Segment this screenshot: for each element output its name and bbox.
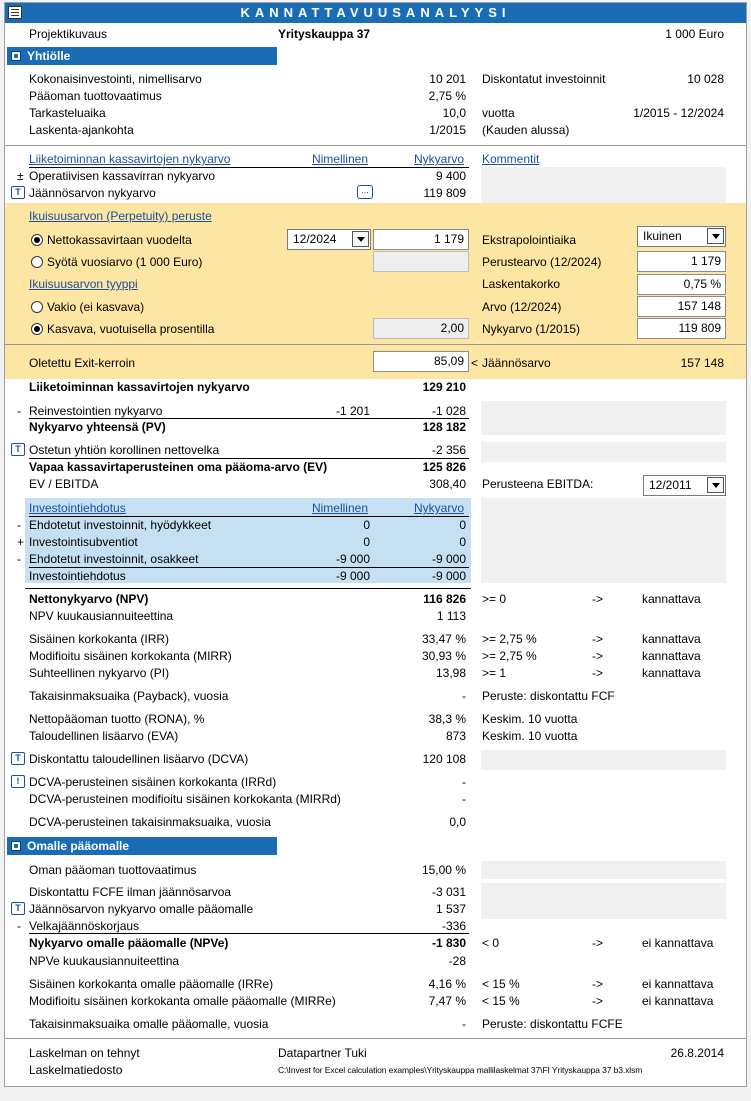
cf-header-link[interactable]: Liiketoiminnan kassavirtojen nykyarvo bbox=[29, 152, 231, 166]
net-cf-value[interactable]: 1 179 bbox=[373, 229, 469, 250]
calc-time-note: (Kauden alussa) bbox=[482, 123, 570, 137]
base-value[interactable]: 1 179 bbox=[637, 251, 726, 272]
warning-icon[interactable]: ! bbox=[11, 775, 25, 788]
npv-label: Nettonykyarvo (NPV) bbox=[29, 592, 149, 606]
payback-label: Takaisinmaksuaika (Payback), vuosia bbox=[29, 689, 229, 703]
project-label: Projektikuvaus bbox=[29, 27, 108, 41]
eva-note: Keskim. 10 vuotta bbox=[482, 729, 578, 743]
ebitda-basis-label: Perusteena EBITDA: bbox=[482, 477, 594, 491]
comment-box[interactable] bbox=[481, 883, 726, 919]
inv-row-nominal: 0 bbox=[363, 518, 370, 532]
divider bbox=[5, 344, 746, 345]
irrd-label: DCVA-perusteinen sisäinen korkokanta (IRRd) bbox=[29, 775, 277, 789]
sheet-title: KANNATTAVUUSANALYYSI bbox=[5, 3, 746, 23]
radio-net-cf[interactable] bbox=[31, 234, 43, 246]
opt-const-label: Vakio (ei kasvava) bbox=[47, 300, 145, 314]
residual-value-2: 157 148 bbox=[680, 356, 724, 370]
dcva-pb-label: DCVA-perusteinen takaisinmaksuaika, vuosia bbox=[29, 815, 271, 829]
opt-growing-label: Kasvava, vuotuisella prosentilla bbox=[47, 322, 215, 336]
mirr-label: Modifioitu sisäinen korkokanta (MIRR) bbox=[29, 649, 232, 663]
npve-label: Nykyarvo omalle pääomalle (NPVe) bbox=[29, 936, 229, 950]
disc-inv-label: Diskontatut investoinnit bbox=[482, 72, 606, 86]
dcva-label: Diskontattu taloudellinen lisäarvo (DCVA) bbox=[29, 752, 249, 766]
project-name: Yrityskauppa 37 bbox=[278, 27, 371, 41]
inv-col-present[interactable]: Nykyarvo bbox=[413, 501, 464, 515]
dcva-value: 120 108 bbox=[422, 752, 466, 766]
irre-value: 4,16 % bbox=[428, 977, 466, 991]
value-label: Arvo (12/2024) bbox=[482, 300, 562, 314]
file-path: C:\Invest for Excel calculation examples\Yrityskauppa mallilaskelmat 37\FI Yrityskauppa 37 b3.xlsm bbox=[278, 1065, 643, 1075]
inv-row-label: Ehdotetut investoinnit, hyödykkeet bbox=[29, 518, 212, 532]
inv-total-label: Investointiehdotus bbox=[29, 569, 126, 583]
pi-label: Suhteellinen nykyarvo (PI) bbox=[29, 666, 170, 680]
pv-label: Nykyarvo (1/2015) bbox=[482, 322, 581, 336]
ev-value: 125 826 bbox=[422, 460, 466, 474]
investment-label: Kokonaisinvestointi, nimellisarvo bbox=[29, 72, 202, 86]
res-label: Jäännösarvon nykyarvo omalle pääomalle bbox=[29, 902, 254, 916]
comment-box[interactable] bbox=[481, 750, 726, 770]
comment-box[interactable] bbox=[481, 442, 726, 462]
period-unit: vuotta bbox=[482, 106, 515, 120]
collapse-icon[interactable] bbox=[11, 51, 21, 61]
col-present[interactable]: Nykyarvo bbox=[413, 152, 464, 166]
comments-link[interactable]: Kommentit bbox=[482, 152, 540, 166]
arrow: -> bbox=[592, 649, 604, 663]
chevron-down-icon[interactable] bbox=[707, 228, 724, 244]
debt-res-value: -336 bbox=[441, 919, 466, 933]
npv-month-value: 1 113 bbox=[436, 609, 466, 623]
req-value: 15,00 % bbox=[421, 863, 466, 877]
inv-row-present: 0 bbox=[459, 535, 466, 549]
residual-value: 119 809 bbox=[423, 186, 466, 200]
unit-label: 1 000 Euro bbox=[665, 27, 724, 41]
mirre-crit: < 15 % bbox=[482, 994, 520, 1008]
pm-sign: ± bbox=[17, 169, 24, 183]
roe-label: Pääoman tuottovaatimus bbox=[29, 89, 162, 103]
req-label: Oman pääoman tuottovaatimus bbox=[29, 863, 197, 877]
divider bbox=[29, 458, 469, 459]
analysis-sheet bbox=[4, 2, 747, 1087]
col-nominal[interactable]: Nimellinen bbox=[311, 152, 368, 166]
inv-row-nominal: 0 bbox=[363, 535, 370, 549]
ev-ebitda-label: EV / EBITDA bbox=[29, 477, 99, 491]
arrow: -> bbox=[592, 936, 604, 950]
manual-value-field[interactable] bbox=[373, 251, 469, 272]
period-value: 10,0 bbox=[442, 106, 466, 120]
irrd-value: - bbox=[462, 775, 466, 789]
npv-value: 116 826 bbox=[423, 592, 466, 606]
opt-net-label: Nettokassavirtaan vuodelta bbox=[47, 233, 192, 247]
more-button[interactable]: ... bbox=[357, 185, 373, 199]
pi-result: kannattava bbox=[642, 666, 701, 680]
rona-value: 38,3 % bbox=[428, 712, 466, 726]
inv-row-present: 0 bbox=[459, 518, 466, 532]
npv-month-label: NPV kuukausiannuiteettina bbox=[29, 609, 174, 623]
cf-pv-value: 129 210 bbox=[422, 380, 466, 394]
pv-value[interactable]: 119 809 bbox=[637, 318, 726, 339]
perp-basis-link[interactable]: Ikuisuusarvon (Perpetuity) peruste bbox=[29, 209, 212, 223]
dcva-pb-value: 0,0 bbox=[449, 815, 466, 829]
minus-sign: - bbox=[17, 919, 21, 933]
collapse-icon[interactable] bbox=[11, 841, 21, 851]
mirre-label: Modifioitu sisäinen korkokanta omalle pääomalle (MIRRe) bbox=[29, 994, 336, 1008]
file-label: Laskelmatiedosto bbox=[29, 1063, 123, 1077]
irr-result: kannattava bbox=[642, 632, 701, 646]
debt-value: -2 356 bbox=[431, 443, 466, 457]
author-name: Datapartner Tuki bbox=[278, 1046, 367, 1060]
section-company[interactable]: Yhtiölle bbox=[7, 47, 277, 65]
table-icon[interactable]: T bbox=[11, 443, 25, 456]
residual-label: Jäännösarvon nykyarvo bbox=[29, 186, 156, 200]
perp-type-link[interactable]: Ikuisuusarvon tyyppi bbox=[29, 277, 138, 291]
eva-label: Taloudellinen lisäarvo (EVA) bbox=[29, 729, 179, 743]
ebitda-basis-select[interactable]: 12/2011 bbox=[643, 475, 726, 496]
inv-col-nominal[interactable]: Nimellinen bbox=[311, 501, 368, 515]
table-icon[interactable]: T bbox=[11, 186, 25, 199]
roe-value: 2,75 % bbox=[428, 89, 466, 103]
arrow: -> bbox=[592, 977, 604, 991]
operative-label: Operatiivisen kassavirran nykyarvo bbox=[29, 169, 216, 183]
inv-row-sign: + bbox=[17, 535, 25, 549]
comment-box[interactable] bbox=[481, 401, 726, 435]
mirre-value: 7,47 % bbox=[428, 994, 466, 1008]
reinv-label: Reinvestointien nykyarvo bbox=[29, 404, 163, 418]
disc-inv-value: 10 028 bbox=[687, 72, 724, 86]
mirre-result: ei kannattava bbox=[642, 994, 714, 1008]
mirrd-label: DCVA-perusteinen modifioitu sisäinen korkokanta (MIRRd) bbox=[29, 792, 341, 806]
inv-row-nominal: -9 000 bbox=[335, 552, 370, 566]
pv-total-label: Nykyarvo yhteensä (PV) bbox=[29, 420, 166, 434]
comment-box[interactable] bbox=[481, 498, 726, 583]
arrow: -> bbox=[592, 994, 604, 1008]
growth-field[interactable]: 2,00 bbox=[373, 318, 469, 339]
res-value: 1 537 bbox=[435, 902, 466, 916]
value[interactable]: 157 148 bbox=[637, 296, 726, 317]
exit-label: Oletettu Exit-kerroin bbox=[29, 356, 136, 370]
arrow: -> bbox=[592, 592, 604, 606]
base-value-label: Perustearvo (12/2024) bbox=[482, 255, 602, 269]
inv-total-nominal: -9 000 bbox=[335, 569, 370, 583]
cf-pv-label: Liiketoiminnan kassavirtojen nykyarvo bbox=[29, 380, 250, 394]
rate-label: Laskentakorko bbox=[482, 277, 561, 291]
mirr-value: 30,93 % bbox=[421, 649, 466, 663]
residual-label-2: Jäännösarvo bbox=[482, 356, 551, 370]
npve-month-value: -28 bbox=[448, 954, 466, 968]
calc-time-label: Laskenta-ajankohta bbox=[29, 123, 134, 137]
payback-value: - bbox=[462, 689, 466, 703]
pi-value: 13,98 bbox=[435, 666, 466, 680]
eq-payback-note: Peruste: diskontattu FCFE bbox=[482, 1017, 623, 1031]
rona-label: Nettopääoman tuotto (RONA), % bbox=[29, 712, 205, 726]
payback-note: Peruste: diskontattu FCF bbox=[482, 689, 615, 703]
irr-label: Sisäinen korkokanta (IRR) bbox=[29, 632, 170, 646]
section-equity[interactable]: Omalle pääomalle bbox=[7, 837, 277, 855]
inv-row-label: Ehdotetut investoinnit, osakkeet bbox=[29, 552, 199, 566]
npve-month-label: NPVe kuukausiannuiteettina bbox=[29, 954, 180, 968]
npv-result: kannattava bbox=[642, 592, 701, 606]
ev-ebitda-value: 308,40 bbox=[429, 477, 466, 491]
radio-constant[interactable] bbox=[31, 301, 43, 313]
chevron-down-icon[interactable] bbox=[707, 477, 724, 493]
author-label: Laskelman on tehnyt bbox=[29, 1046, 140, 1060]
mirr-crit: >= 2,75 % bbox=[482, 649, 537, 663]
extrap-label: Ekstrapolointiaika bbox=[482, 233, 577, 247]
irre-label: Sisäinen korkokanta omalle pääomalle (IRRe) bbox=[29, 977, 274, 991]
divider bbox=[29, 418, 469, 419]
chevron-down-icon[interactable] bbox=[352, 231, 369, 247]
irre-result: ei kannattava bbox=[642, 977, 714, 991]
mirr-result: kannattava bbox=[642, 649, 701, 663]
fcfe-label: Diskontattu FCFE ilman jäännösarvoa bbox=[29, 885, 232, 899]
irr-crit: >= 2,75 % bbox=[482, 632, 537, 646]
inv-row-sign: - bbox=[17, 552, 21, 566]
rate-value[interactable]: 0,75 % bbox=[637, 274, 726, 295]
inv-total-present: -9 000 bbox=[431, 569, 466, 583]
divider bbox=[29, 567, 469, 568]
irr-value: 33,47 % bbox=[421, 632, 466, 646]
divider bbox=[29, 167, 469, 168]
investment-value: 10 201 bbox=[429, 72, 466, 86]
lt-sign: < bbox=[471, 356, 479, 370]
eq-payback-value: - bbox=[462, 1017, 466, 1031]
ev-label: Vapaa kassavirtaperusteinen oma pääoma-arvo (EV) bbox=[29, 460, 328, 474]
reinv-present: -1 028 bbox=[431, 404, 466, 418]
pv-total-value: 128 182 bbox=[422, 420, 466, 434]
divider bbox=[5, 145, 746, 146]
inv-header-link[interactable]: Investointiehdotus bbox=[29, 501, 126, 515]
table-icon[interactable]: T bbox=[11, 902, 25, 915]
rona-note: Keskim. 10 vuotta bbox=[482, 712, 578, 726]
radio-manual[interactable] bbox=[31, 256, 43, 268]
inv-row-sign: - bbox=[17, 518, 21, 532]
divider bbox=[25, 588, 471, 589]
pi-crit: >= 1 bbox=[482, 666, 507, 680]
npve-value: -1 830 bbox=[431, 936, 466, 950]
debt-res-label: Velkajäännöskorjaus bbox=[29, 919, 140, 933]
period-range: 1/2015 - 12/2024 bbox=[633, 106, 724, 120]
exit-field[interactable]: 85,09 bbox=[373, 351, 469, 372]
inv-row-label: Investointisubventiot bbox=[29, 535, 138, 549]
inv-row-present: -9 000 bbox=[431, 552, 466, 566]
reinv-nominal: -1 201 bbox=[335, 404, 370, 418]
period-label: Tarkasteluaika bbox=[29, 106, 106, 120]
minus-sign: - bbox=[17, 404, 21, 418]
divider bbox=[29, 516, 469, 517]
fcfe-value: -3 031 bbox=[431, 885, 466, 899]
divider bbox=[5, 1038, 746, 1039]
divider bbox=[29, 933, 469, 934]
irre-crit: < 15 % bbox=[482, 977, 520, 991]
arrow: -> bbox=[592, 632, 604, 646]
calc-time-value: 1/2015 bbox=[429, 123, 466, 137]
mirrd-value: - bbox=[462, 792, 466, 806]
year-select[interactable]: 12/2024 bbox=[287, 229, 371, 250]
radio-growing[interactable] bbox=[31, 323, 43, 335]
eva-value: 873 bbox=[445, 729, 466, 743]
comment-box[interactable] bbox=[481, 167, 726, 203]
eq-payback-label: Takaisinmaksuaika omalle pääomalle, vuosia bbox=[29, 1017, 269, 1031]
comment-box[interactable] bbox=[481, 861, 726, 879]
npve-result: ei kannattava bbox=[642, 936, 714, 950]
debt-label: Ostetun yhtiön korollinen nettovelka bbox=[29, 443, 220, 457]
npv-crit: >= 0 bbox=[482, 592, 507, 606]
arrow: -> bbox=[592, 666, 604, 680]
npve-crit: < 0 bbox=[482, 936, 500, 950]
operative-value: 9 400 bbox=[435, 169, 466, 183]
calc-date: 26.8.2014 bbox=[670, 1046, 724, 1060]
table-icon[interactable]: T bbox=[11, 752, 25, 765]
opt-manual-label: Syötä vuosiarvo (1 000 Euro) bbox=[47, 255, 203, 269]
extrap-select[interactable]: Ikuinen bbox=[637, 226, 726, 247]
sheet-menu-icon[interactable] bbox=[8, 6, 22, 19]
